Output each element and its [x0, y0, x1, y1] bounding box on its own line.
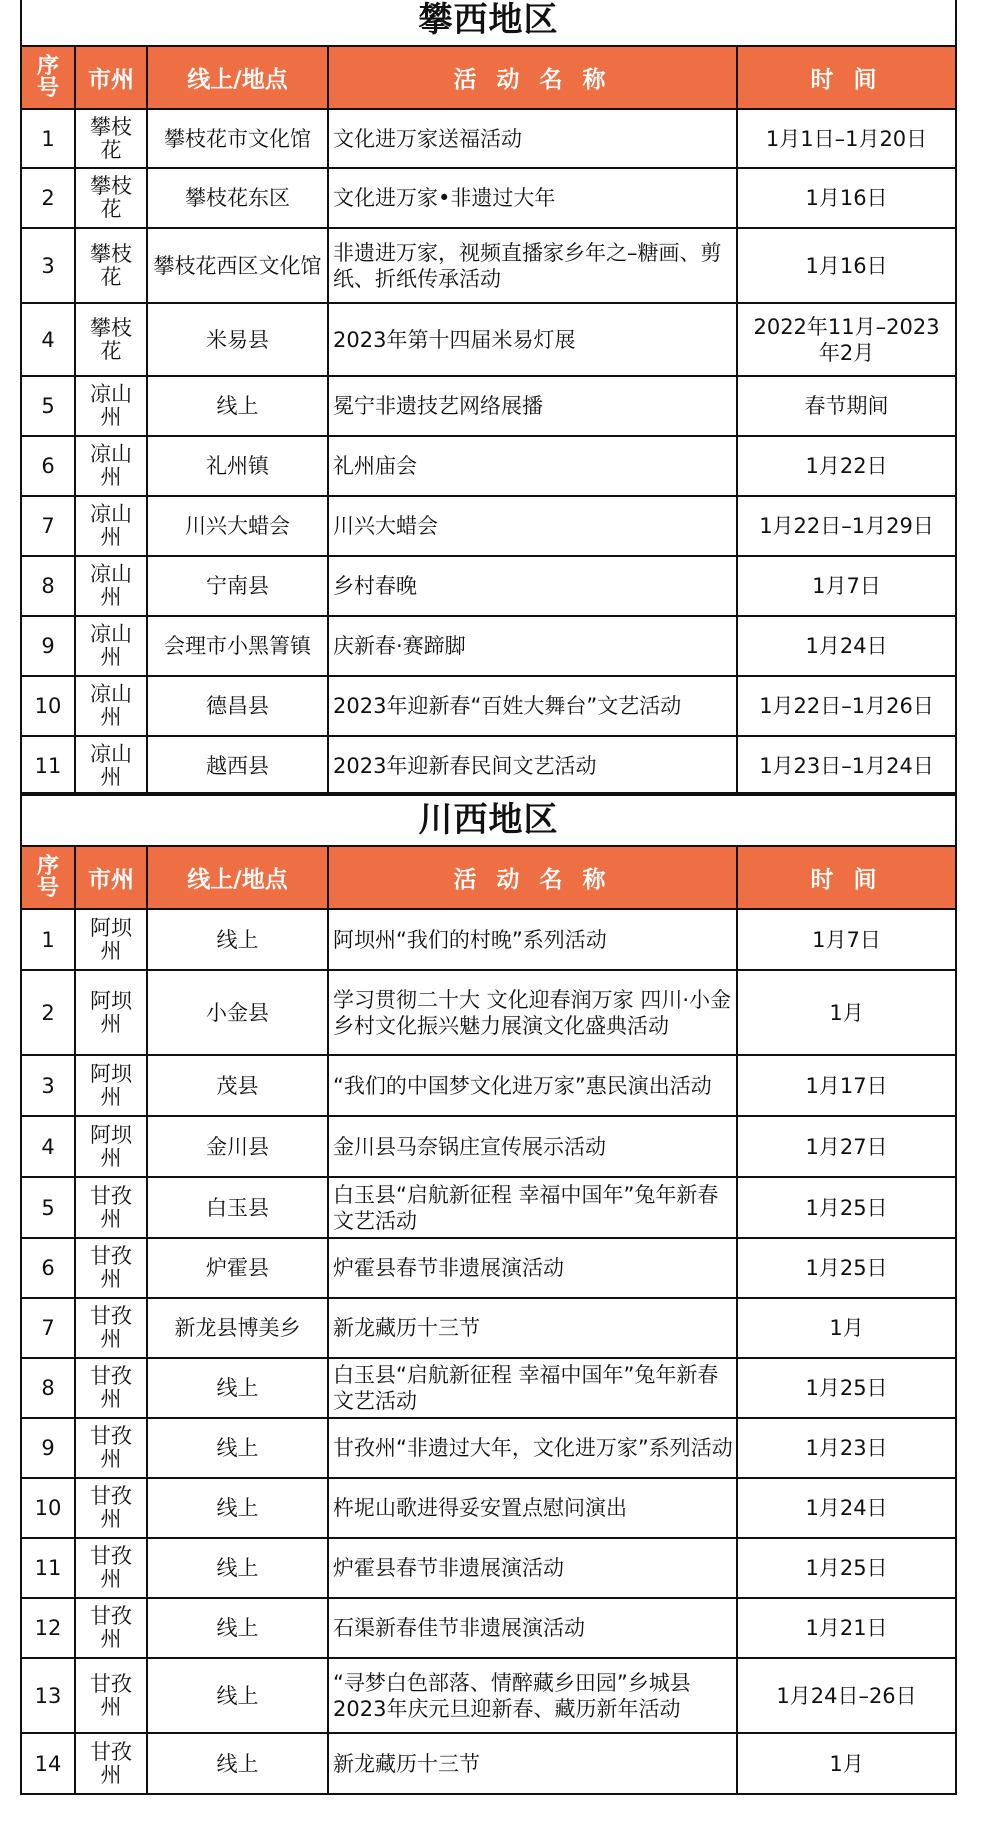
row-activity-name: 学习贯彻二十大 文化迎春润万家 四川·小金乡村文化振兴魅力展演文化盛典活动 [328, 970, 737, 1055]
table-row [21, 496, 956, 556]
row-number: 1 [21, 909, 75, 970]
row-city: 甘孜州 [75, 1238, 147, 1298]
row-city: 阿坝州 [75, 1055, 147, 1116]
row-location: 线上 [147, 1418, 328, 1478]
section-title-row [21, 793, 956, 846]
row-activity-name: 非遗进万家，视频直播家乡年之–糖画、剪纸、折纸传承活动 [328, 228, 737, 303]
row-city: 甘孜州 [75, 1358, 147, 1418]
row-number: 2 [21, 970, 75, 1055]
row-time: 1月7日 [737, 909, 956, 970]
row-time: 1月24日 [737, 1478, 956, 1538]
row-time: 1月 [737, 1298, 956, 1358]
row-location: 金川县 [147, 1116, 328, 1177]
row-location: 米易县 [147, 303, 328, 376]
row-city: 甘孜州 [75, 1418, 147, 1478]
row-number: 3 [21, 1055, 75, 1116]
row-location: 德昌县 [147, 676, 328, 736]
row-location: 线上 [147, 1598, 328, 1658]
table-row [21, 970, 956, 1055]
header-activity-name: 活 动 名 称 [328, 846, 737, 909]
row-number: 10 [21, 676, 75, 736]
row-number: 14 [21, 1733, 75, 1794]
table-row [21, 556, 956, 616]
row-number: 12 [21, 1598, 75, 1658]
row-location: 攀枝花西区文化馆 [147, 228, 328, 303]
row-city: 凉山州 [75, 676, 147, 736]
row-number: 11 [21, 1538, 75, 1598]
table-row [21, 303, 956, 376]
table-row [21, 1055, 956, 1116]
row-city: 攀枝花 [75, 168, 147, 228]
row-location: 茂县 [147, 1055, 328, 1116]
table-row [21, 1733, 956, 1794]
row-city: 凉山州 [75, 556, 147, 616]
row-activity-name: 冕宁非遗技艺网络展播 [328, 376, 737, 436]
row-time: 1月1日–1月20日 [737, 109, 956, 168]
row-activity-name: 文化进万家送福活动 [328, 109, 737, 168]
row-city: 阿坝州 [75, 1116, 147, 1177]
header-time: 时 间 [737, 846, 956, 909]
row-location: 礼州镇 [147, 436, 328, 496]
row-number: 7 [21, 496, 75, 556]
row-time: 1月24日 [737, 616, 956, 676]
table-body-panxi [21, 0, 956, 795]
row-number: 4 [21, 1116, 75, 1177]
row-time: 1月24日–26日 [737, 1658, 956, 1733]
row-time: 2022年11月–2023年2月 [737, 303, 956, 376]
header-city: 市州 [75, 846, 147, 909]
table-row [21, 736, 956, 795]
row-city: 甘孜州 [75, 1598, 147, 1658]
table-row [21, 1538, 956, 1598]
row-number: 8 [21, 556, 75, 616]
row-number: 3 [21, 228, 75, 303]
row-number: 7 [21, 1298, 75, 1358]
header-no: 序号 [21, 46, 75, 109]
row-location: 线上 [147, 1358, 328, 1418]
section-title-row [21, 0, 956, 46]
table-row [21, 909, 956, 970]
row-number: 4 [21, 303, 75, 376]
table-row [21, 1116, 956, 1177]
row-activity-name: 庆新春·赛蹄脚 [328, 616, 737, 676]
row-number: 5 [21, 376, 75, 436]
row-location: 线上 [147, 376, 328, 436]
row-city: 凉山州 [75, 436, 147, 496]
row-activity-name: 新龙藏历十三节 [328, 1298, 737, 1358]
row-city: 凉山州 [75, 736, 147, 795]
row-city: 攀枝花 [75, 228, 147, 303]
row-city: 甘孜州 [75, 1538, 147, 1598]
row-time: 1月7日 [737, 556, 956, 616]
header-place: 线上/地点 [147, 46, 328, 109]
row-activity-name: “我们的中国梦文化进万家”惠民演出活动 [328, 1055, 737, 1116]
row-city: 攀枝花 [75, 109, 147, 168]
row-number: 2 [21, 168, 75, 228]
row-activity-name: 炉霍县春节非遗展演活动 [328, 1538, 737, 1598]
row-number: 1 [21, 109, 75, 168]
table-row [21, 676, 956, 736]
row-location: 小金县 [147, 970, 328, 1055]
row-number: 13 [21, 1658, 75, 1733]
row-location: 川兴大蜡会 [147, 496, 328, 556]
row-number: 9 [21, 616, 75, 676]
row-activity-name: 石渠新春佳节非遗展演活动 [328, 1598, 737, 1658]
row-activity-name: 金川县马奈锅庄宣传展示活动 [328, 1116, 737, 1177]
row-activity-name: 阿坝州“我们的村晚”系列活动 [328, 909, 737, 970]
row-location: 线上 [147, 1658, 328, 1733]
table-row [21, 1238, 956, 1298]
row-activity-name: 白玉县“启航新征程 幸福中国年”兔年新春文艺活动 [328, 1177, 737, 1238]
row-city: 攀枝花 [75, 303, 147, 376]
row-number: 6 [21, 436, 75, 496]
header-activity-name: 活 动 名 称 [328, 46, 737, 109]
row-location: 线上 [147, 1478, 328, 1538]
row-time: 1月22日–1月29日 [737, 496, 956, 556]
table-row [21, 616, 956, 676]
row-city: 凉山州 [75, 496, 147, 556]
row-location: 线上 [147, 1733, 328, 1794]
row-city: 凉山州 [75, 376, 147, 436]
table-row [21, 1298, 956, 1358]
table-chuanxi [20, 792, 957, 1795]
table-row [21, 1358, 956, 1418]
row-time: 1月25日 [737, 1177, 956, 1238]
row-time: 1月25日 [737, 1238, 956, 1298]
row-number: 5 [21, 1177, 75, 1238]
row-city: 阿坝州 [75, 909, 147, 970]
table-row [21, 436, 956, 496]
row-time: 1月17日 [737, 1055, 956, 1116]
row-city: 甘孜州 [75, 1658, 147, 1733]
row-city: 甘孜州 [75, 1177, 147, 1238]
row-location: 攀枝花市文化馆 [147, 109, 328, 168]
row-number: 11 [21, 736, 75, 795]
row-city: 凉山州 [75, 616, 147, 676]
row-activity-name: 川兴大蜡会 [328, 496, 737, 556]
row-location: 线上 [147, 909, 328, 970]
row-time: 1月22日 [737, 436, 956, 496]
row-city: 甘孜州 [75, 1733, 147, 1794]
table-body-chuanxi [21, 793, 956, 1794]
row-activity-name: 2023年第十四届米易灯展 [328, 303, 737, 376]
header-no: 序号 [21, 846, 75, 909]
row-activity-name: 乡村春晚 [328, 556, 737, 616]
section-title: 川西地区 [21, 793, 956, 846]
row-time: 1月16日 [737, 228, 956, 303]
row-city: 阿坝州 [75, 970, 147, 1055]
row-time: 1月21日 [737, 1598, 956, 1658]
table-panxi [20, 0, 957, 796]
row-time: 春节期间 [737, 376, 956, 436]
row-time: 1月16日 [737, 168, 956, 228]
row-time: 1月27日 [737, 1116, 956, 1177]
table-row [21, 109, 956, 168]
table-row [21, 376, 956, 436]
table-row [21, 228, 956, 303]
row-time: 1月22日–1月26日 [737, 676, 956, 736]
row-activity-name: 甘孜州“非遗过大年，文化进万家”系列活动 [328, 1418, 737, 1478]
row-number: 9 [21, 1418, 75, 1478]
row-activity-name: 2023年迎新春“百姓大舞台”文艺活动 [328, 676, 737, 736]
table-row [21, 1598, 956, 1658]
row-number: 8 [21, 1358, 75, 1418]
table-row [21, 1658, 956, 1733]
section-title: 攀西地区 [21, 0, 956, 46]
row-time: 1月 [737, 1733, 956, 1794]
row-location: 越西县 [147, 736, 328, 795]
table-row [21, 168, 956, 228]
row-activity-name: 文化进万家•非遗过大年 [328, 168, 737, 228]
table-row [21, 1478, 956, 1538]
row-location: 炉霍县 [147, 1238, 328, 1298]
row-time: 1月25日 [737, 1358, 956, 1418]
row-time: 1月23日 [737, 1418, 956, 1478]
row-city: 甘孜州 [75, 1478, 147, 1538]
table-row [21, 1177, 956, 1238]
row-activity-name: 炉霍县春节非遗展演活动 [328, 1238, 737, 1298]
header-place: 线上/地点 [147, 846, 328, 909]
row-activity-name: 白玉县“启航新征程 幸福中国年”兔年新春文艺活动 [328, 1358, 737, 1418]
row-activity-name: 礼州庙会 [328, 436, 737, 496]
table-header-row [21, 846, 956, 909]
row-activity-name: 2023年迎新春民间文艺活动 [328, 736, 737, 795]
row-location: 攀枝花东区 [147, 168, 328, 228]
row-location: 新龙县博美乡 [147, 1298, 328, 1358]
row-time: 1月 [737, 970, 956, 1055]
header-time: 时 间 [737, 46, 956, 109]
row-time: 1月25日 [737, 1538, 956, 1598]
row-city: 甘孜州 [75, 1298, 147, 1358]
row-time: 1月23日–1月24日 [737, 736, 956, 795]
row-number: 10 [21, 1478, 75, 1538]
row-location: 线上 [147, 1538, 328, 1598]
row-location: 白玉县 [147, 1177, 328, 1238]
row-location: 会理市小黑箐镇 [147, 616, 328, 676]
row-activity-name: 新龙藏历十三节 [328, 1733, 737, 1794]
row-activity-name: “寻梦白色部落、情醉藏乡田园”乡城县2023年庆元旦迎新春、藏历新年活动 [328, 1658, 737, 1733]
row-location: 宁南县 [147, 556, 328, 616]
row-activity-name: 杵坭山歌进得妥安置点慰问演出 [328, 1478, 737, 1538]
table-row [21, 1418, 956, 1478]
header-city: 市州 [75, 46, 147, 109]
row-number: 6 [21, 1238, 75, 1298]
table-header-row [21, 46, 956, 109]
